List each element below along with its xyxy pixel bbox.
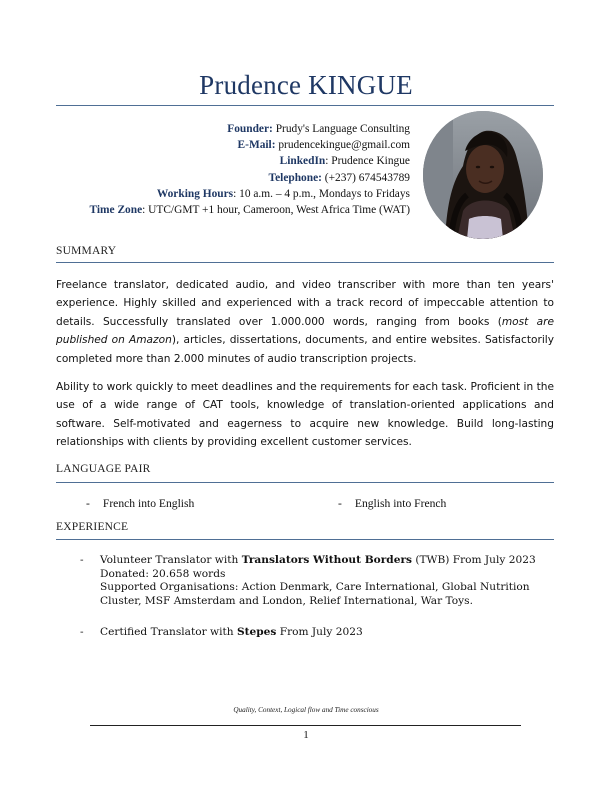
experience-item-stepes	[80, 626, 550, 640]
hours-label: Working Hours	[156, 187, 234, 200]
profile-photo-illustration	[423, 111, 543, 239]
experience-role: Certified Translator with	[100, 626, 237, 638]
summary-p1-text-a: Freelance translator, dedicated audio, and video transcriber with more than ten years' experience. Highly skilled and experienced with a track record of impeccable attention to details. Successfully translated over 1.000.000 words, ranging from books (	[56, 279, 554, 328]
summary-paragraph-1	[56, 276, 554, 368]
language-pair-heading: LANGUAGE PAIR	[56, 463, 151, 475]
experience-item-title	[100, 626, 550, 640]
summary-p1-italic: most are published on Amazon	[56, 315, 554, 347]
email-value[interactable]: prudencekingue@gmail.com	[275, 139, 410, 152]
summary-heading: SUMMARY	[56, 245, 117, 257]
summary-divider	[56, 262, 554, 263]
language-pair-label: English into French	[354, 497, 447, 510]
experience-donated: Donated: 20.658 words	[100, 567, 226, 580]
footer-tagline: Quality, Context, Logical flow and Time conscious	[233, 706, 379, 714]
language-pair-label: French into English	[102, 497, 195, 510]
linkedin-value[interactable]: : Prudence Kingue	[325, 155, 410, 168]
experience-item-twb	[80, 554, 550, 608]
linkedin-label: LinkedIn	[279, 155, 326, 168]
experience-supported-orgs: Supported Organisations: Action Denmark, Care International, Global Nutrition Cluster, MSF Amsterdam and London, Relief International, War Toys.	[100, 581, 530, 607]
experience-org: Stepes	[236, 626, 277, 638]
telephone-value: (+237) 674543789	[321, 171, 410, 184]
telephone-label: Telephone:	[268, 171, 322, 184]
page-number: 1	[303, 729, 309, 741]
page-title: Prudence KINGUE	[199, 70, 413, 100]
language-pair-divider	[56, 482, 554, 483]
email-label: E-Mail:	[237, 139, 276, 152]
experience-org: Translators Without Borders	[241, 554, 412, 566]
founder-value: Prudy's Language Consulting	[272, 123, 410, 135]
summary-p1-text-b: ), articles, dissertations, documents, and entire websites. Satisfactorily completed more than 2.000 minutes of audio transcription projects.	[56, 334, 554, 365]
hours-line	[90, 186, 411, 202]
founder-line	[90, 121, 411, 137]
list-bullet: -	[338, 497, 342, 510]
experience-role: Volunteer Translator with	[100, 554, 242, 566]
summary-paragraph-2: Ability to work quickly to meet deadlines and the requirements for each task. Proficient in the use of a wide range of CAT tools, knowledge of translation-oriented applications and software. Self-motivated and eagerness to acquire new knowledge. Build long-lasting relationships with clients by providing excellent customer services.	[56, 381, 554, 449]
experience-item-title	[100, 554, 550, 568]
email-line	[90, 137, 411, 153]
telephone-line	[90, 170, 411, 186]
experience-divider	[56, 539, 554, 540]
list-bullet: -	[86, 497, 90, 510]
list-bullet: -	[80, 554, 84, 566]
profile-photo	[423, 111, 543, 239]
contact-block	[90, 121, 411, 218]
hours-value: : 10 a.m. – 4 p.m., Mondays to Fridays	[233, 187, 410, 200]
timezone-value: : UTC/GMT +1 hour, Cameroon, West Africa Time (WAT)	[142, 204, 410, 217]
experience-heading: EXPERIENCE	[56, 521, 129, 533]
experience-dates: From July 2023	[276, 626, 363, 638]
founder-label: Founder:	[227, 123, 273, 135]
language-pair-item	[338, 497, 446, 510]
experience-dates: (TWB) From July 2023	[411, 554, 536, 566]
footer-divider	[90, 725, 521, 726]
timezone-line	[90, 202, 411, 218]
timezone-label: Time Zone	[89, 204, 143, 217]
linkedin-line	[90, 153, 411, 169]
language-pair-item	[86, 497, 194, 510]
list-bullet: -	[80, 626, 84, 638]
header-divider	[56, 105, 554, 106]
